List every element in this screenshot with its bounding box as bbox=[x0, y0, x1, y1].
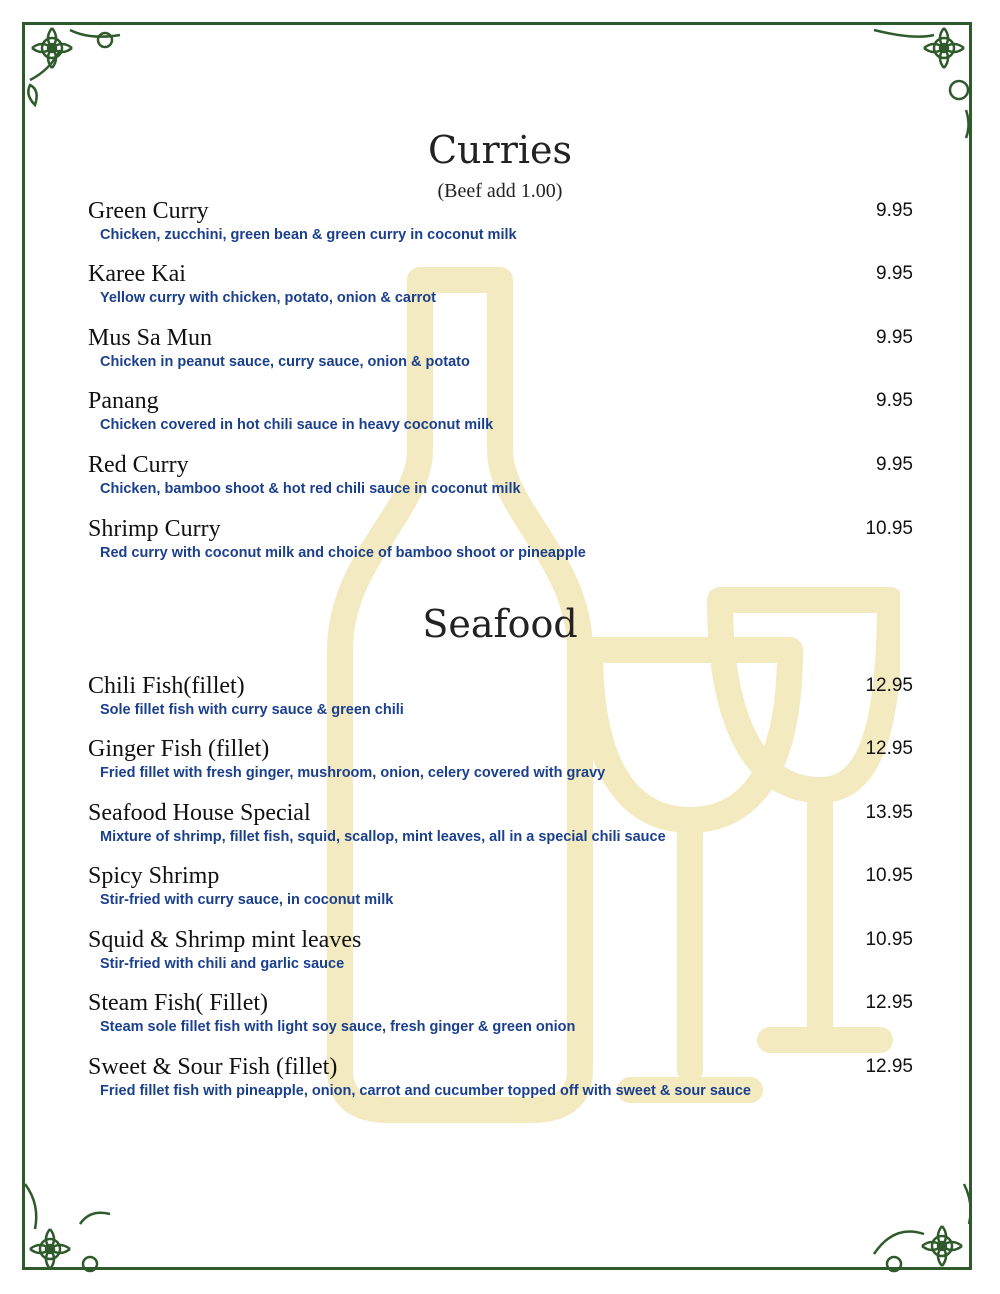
item-name: Ginger Fish (fillet) bbox=[88, 736, 270, 762]
item-price: 12.95 bbox=[865, 992, 913, 1013]
menu-item bbox=[88, 1054, 913, 1110]
section-note: (Beef add 1.00) bbox=[437, 180, 563, 202]
item-name: Chili Fish(fillet) bbox=[88, 673, 245, 699]
menu-item bbox=[88, 863, 913, 919]
menu-item bbox=[88, 673, 913, 729]
item-price: 10.95 bbox=[865, 518, 913, 539]
item-price: 12.95 bbox=[865, 675, 913, 696]
item-price: 9.95 bbox=[876, 454, 913, 475]
menu-item bbox=[88, 452, 913, 508]
item-name: Red Curry bbox=[88, 452, 189, 478]
item-price: 9.95 bbox=[876, 327, 913, 348]
item-name: Sweet & Sour Fish (fillet) bbox=[88, 1054, 338, 1080]
item-name: Karee Kai bbox=[88, 261, 186, 287]
item-description: Mixture of shrimp, fillet fish, squid, scallop, mint leaves, all in a special chili sauce bbox=[100, 829, 666, 845]
item-name: Panang bbox=[88, 388, 159, 414]
menu-item bbox=[88, 927, 913, 983]
item-description: Chicken, bamboo shoot & hot red chili sauce in coconut milk bbox=[100, 481, 521, 497]
menu-item bbox=[88, 325, 913, 381]
item-description: Fried fillet with fresh ginger, mushroom, onion, celery covered with gravy bbox=[100, 765, 606, 781]
item-description: Red curry with coconut milk and choice of bamboo shoot or pineapple bbox=[100, 545, 586, 561]
item-price: 12.95 bbox=[865, 1056, 913, 1077]
item-price: 12.95 bbox=[865, 738, 913, 759]
item-description: Stir-fried with chili and garlic sauce bbox=[100, 956, 345, 972]
item-description: Stir-fried with curry sauce, in coconut milk bbox=[100, 892, 394, 908]
menu-item bbox=[88, 388, 913, 444]
item-name: Squid & Shrimp mint leaves bbox=[88, 927, 362, 953]
section-title-curries: Curries bbox=[427, 128, 573, 172]
item-price: 10.95 bbox=[865, 929, 913, 950]
item-description: Fried fillet fish with pineapple, onion, carrot and cucumber topped off with sweet & sour sauce bbox=[100, 1083, 751, 1099]
section-title-seafood: Seafood bbox=[422, 602, 578, 646]
menu-item bbox=[88, 990, 913, 1046]
menu-item bbox=[88, 198, 913, 254]
menu-item bbox=[88, 800, 913, 856]
item-description: Chicken covered in hot chili sauce in heavy coconut milk bbox=[100, 417, 494, 433]
menu-item bbox=[88, 736, 913, 792]
item-description: Chicken, zucchini, green bean & green curry in coconut milk bbox=[100, 227, 517, 243]
item-description: Chicken in peanut sauce, curry sauce, onion & potato bbox=[100, 354, 470, 370]
menu-item bbox=[88, 261, 913, 317]
item-price: 9.95 bbox=[876, 390, 913, 411]
menu-item bbox=[88, 516, 913, 572]
item-name: Mus Sa Mun bbox=[88, 325, 213, 351]
item-description: Yellow curry with chicken, potato, onion & carrot bbox=[100, 290, 436, 306]
item-name: Green Curry bbox=[88, 198, 209, 224]
item-description: Steam sole fillet fish with light soy sauce, fresh ginger & green onion bbox=[100, 1019, 576, 1035]
item-price: 10.95 bbox=[865, 865, 913, 886]
item-price: 13.95 bbox=[865, 802, 913, 823]
item-name: Steam Fish( Fillet) bbox=[88, 990, 268, 1016]
item-name: Shrimp Curry bbox=[88, 516, 221, 542]
item-name: Seafood House Special bbox=[88, 800, 311, 826]
item-price: 9.95 bbox=[876, 200, 913, 221]
item-name: Spicy Shrimp bbox=[88, 863, 220, 889]
item-description: Sole fillet fish with curry sauce & green chili bbox=[100, 702, 404, 718]
item-price: 9.95 bbox=[876, 263, 913, 284]
